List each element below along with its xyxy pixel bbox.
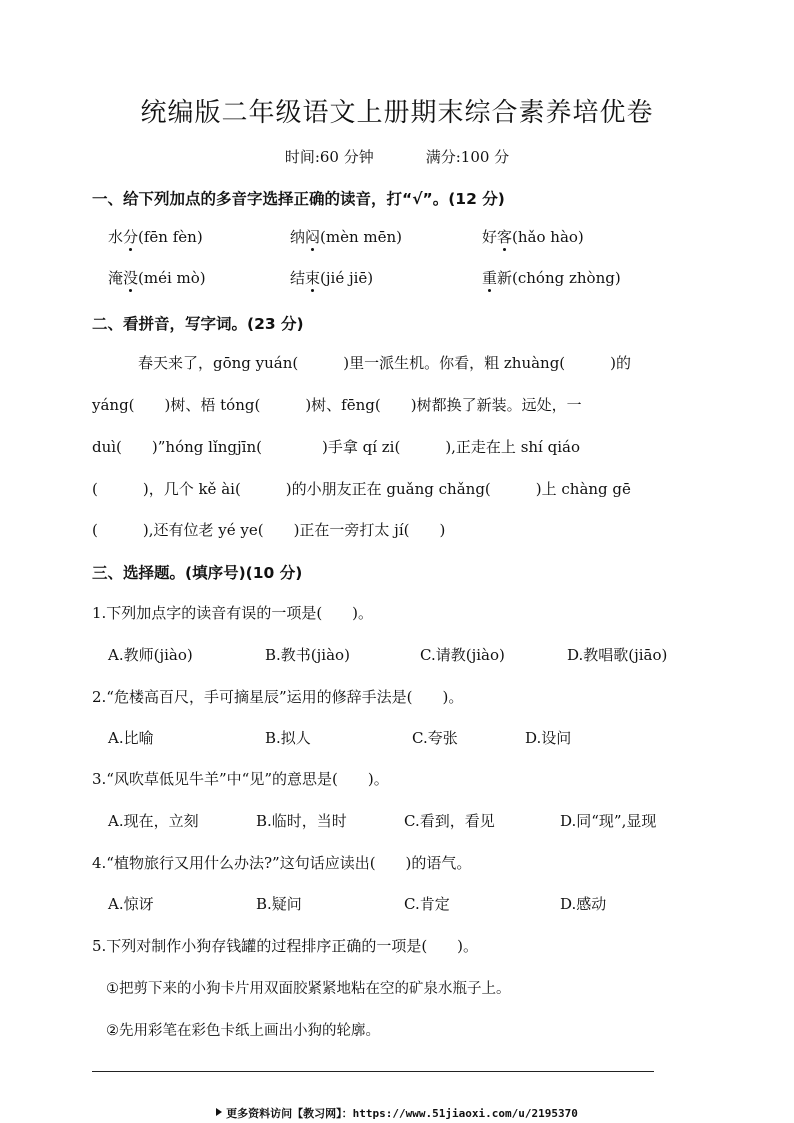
step-item: ②先用彩笔在彩色卡纸上画出小狗的轮廓。: [106, 1023, 380, 1039]
option: A.教师(jiào): [108, 646, 193, 664]
pinyin-item: 纳闷(mèn mēn): [290, 228, 403, 246]
option: A.现在，立刻: [108, 812, 199, 830]
option: A.惊讶: [108, 895, 154, 913]
option: C.夸张: [412, 729, 458, 747]
pinyin-item: 水分(fēn fèn): [108, 228, 203, 246]
dotted-char: 没: [123, 269, 139, 287]
dotted-char: 客: [497, 228, 513, 246]
option: B.疑问: [256, 895, 302, 913]
option: A.比喻: [108, 729, 154, 747]
option: D.同“现”,显现: [560, 812, 657, 830]
option: B.教书(jiào): [265, 646, 350, 664]
option: D.感动: [560, 895, 607, 913]
footer-text[interactable]: 更多资料访问【教习网】：https://www.51jiaoxi.com/u/2195370: [226, 1107, 578, 1120]
step-item: ①把剪下来的小狗卡片用双面胶紧紧地粘在空的矿泉水瓶子上。: [106, 981, 511, 997]
dotted-char: 分: [123, 228, 139, 246]
option: B.拟人: [265, 729, 311, 747]
fill-line: ( )，几个 kě ài( )的小朋友正在 guǎng chǎng( )上 chàng gē: [92, 480, 631, 498]
fill-line: 春天来了，gōng yuán( )里一派生机。你看，粗 zhuàng( )的: [138, 354, 632, 372]
option: C.看到，看见: [404, 812, 495, 830]
fill-line: duì( )”hóng lǐngjīn( )手拿 qí zi( ),正走在上 shí qiáo: [92, 438, 580, 456]
question-4: 4.“植物旅行又用什么办法?”这句话应读出( )的语气。: [92, 854, 472, 872]
section1-heading: 一、给下列加点的多音字选择正确的读音，打“√”。(12 分): [92, 190, 505, 208]
question-2: 2.“危楼高百尺，手可摘星辰”运用的修辞手法是( )。: [92, 688, 464, 706]
footer-divider: [92, 1071, 654, 1072]
flag-icon: [216, 1108, 222, 1116]
dotted-char: 重: [482, 269, 498, 287]
option: C.请教(jiào): [420, 646, 505, 664]
footer-note: [0, 1105, 794, 1121]
exam-subtitle: [0, 146, 794, 167]
option: D.教唱歌(jiāo): [567, 646, 668, 664]
fill-line: yáng( )树、梧 tóng( )树、fēng( )树都换了新装。远处，一: [92, 396, 582, 414]
dotted-char: 束: [305, 269, 321, 287]
question-5: 5.下列对制作小狗存钱罐的过程排序正确的一项是( )。: [92, 937, 479, 955]
section2-heading: 二、看拼音，写字词。(23 分): [92, 315, 304, 333]
section3-heading: 三、选择题。(填序号)(10 分): [92, 564, 303, 582]
pinyin-item: 重新(chóng zhòng): [482, 269, 621, 287]
pinyin-item: 淹没(méi mò): [108, 269, 206, 287]
pinyin-item: 结束(jié jiē): [290, 269, 374, 287]
dotted-char: 闷: [305, 228, 321, 246]
time-limit: 时间:60 分钟: [284, 148, 374, 166]
exam-title: 统编版二年级语文上册期末综合素养培优卷: [140, 98, 654, 128]
option: D.设问: [525, 729, 572, 747]
question-3: 3.“风吹草低见牛羊”中“见”的意思是( )。: [92, 770, 389, 788]
fill-line: ( ),还有位老 yé ye( )正在一旁打太 jí( ): [92, 521, 446, 539]
option: B.临时，当时: [256, 812, 347, 830]
full-score: 满分:100 分: [425, 148, 510, 166]
question-1: 1.下列加点字的读音有误的一项是( )。: [92, 604, 374, 622]
pinyin-item: 好客(hǎo hào): [482, 228, 584, 246]
option: C.肯定: [404, 895, 450, 913]
